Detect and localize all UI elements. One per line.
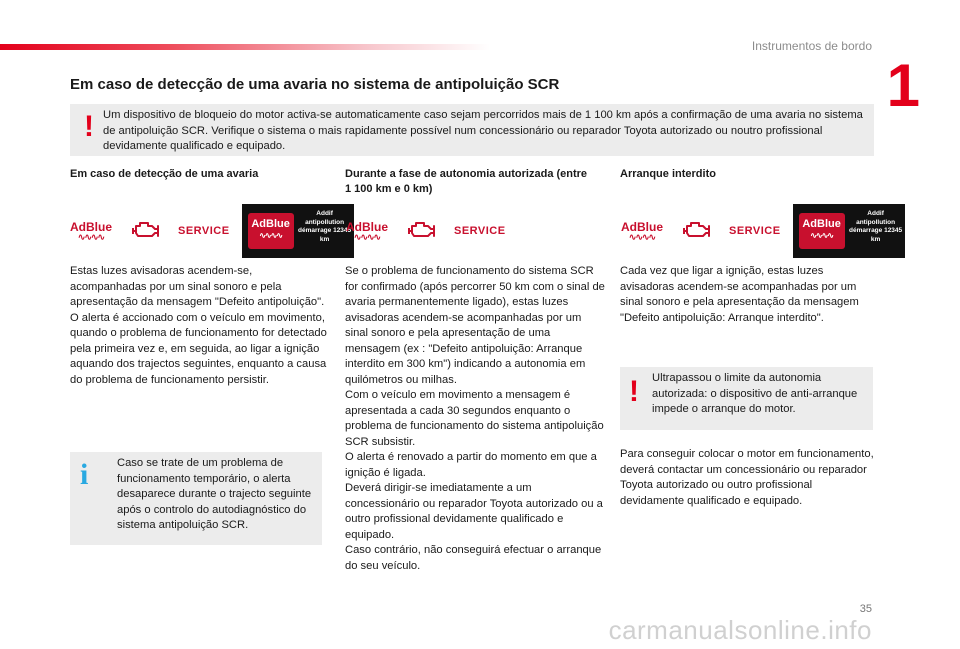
engine-warning-icon: [130, 220, 162, 242]
header-accent-bar: [0, 44, 490, 50]
section-label: Instrumentos de bordo: [751, 39, 872, 53]
display-message: Addif antipollution démarrage 12345 km: [849, 210, 903, 243]
chapter-number: 1: [886, 52, 920, 119]
col3-indicators: [621, 204, 905, 258]
col1-heading: Em caso de detecção de uma avaria: [70, 168, 259, 180]
col2-text: Se o problema de funcionamento do sistema SCR for confirmado (após percorrer 50 km com o sinal de avaria permanentemente ligado), estas luzes avisadoras acendem-se acompanhadas por um sinal sonoro e pela apresentação de uma mensagem (ex : "Defeito antipoluição: Arranque interdito em 300 km") indicando a autonomia em quilómetros ou milhas. Com o veículo em movimento a mensagem é apresentada a cada 30 segundos enquanto o problema de funcionamento do sistema antipoluição SCR subsistir. O alerta é renovado a partir do momento em que a ignição é ligada. Deverá dirigir-se imediatamente a um concessionário ou reparador Toyota autorizado ou a outro profissional devidamente qualificado e equipado. Caso contrário, não conseguirá efectuar o arranque do seu veículo.: [345, 265, 605, 572]
service-indicator: SERVICE: [729, 225, 781, 237]
warning-box: [70, 104, 874, 156]
exclamation-icon: !: [629, 375, 639, 408]
info-icon: i: [80, 458, 89, 491]
exclamation-icon: !: [84, 110, 94, 143]
page-number: 35: [859, 603, 872, 615]
instrument-display: [793, 204, 905, 258]
adblue-display-icon: AdBlue ∿∿∿∿: [248, 213, 294, 249]
display-message: Addif antipollution démarrage 12345 km: [298, 210, 352, 243]
info-text: Caso se trate de um problema de funcionamento temporário, o alerta desaparece durante o trajecto seguinte após o controlo do autodiagnóstico do sistema antipoluição SCR.: [117, 457, 312, 531]
service-indicator: SERVICE: [178, 225, 230, 237]
col3-text: Cada vez que ligar a ignição, estas luzes avisadoras acendem-se acompanhadas por um sinal sonoro e pela apresentação da mensagem "Defeito antipoluição: Arranque interdito".: [620, 265, 859, 324]
col1-text: Estas luzes avisadoras acendem-se, acompanhadas por um sinal sonoro e pela apresentação da mensagem "Defeito antipoluição". O alerta é accionado com o veículo em movimento, quando o problema de funcionamento for detectado pela primeira vez e, em seguida, ao ligar a ignição aquando dos trajectos seguintes, enquanto a causa do problema de funcionamento persistir.: [70, 265, 327, 386]
warning-box-2: [620, 367, 873, 430]
engine-warning-icon: [406, 220, 438, 242]
col2-heading: Durante a fase de autonomia autorizada (entre 1 100 km e 0 km): [345, 168, 588, 195]
warning-text: Um dispositivo de bloqueio do motor activa-se automaticamente caso sejam percorridos mais de 1 100 km após a confirmação de uma avaria no sistema de antipoluição SCR. Verifique o sistema o mais rapidamente possível num concessionário ou reparador Toyota autorizado ou noutro profissional devidamente qualificado e equipado.: [103, 109, 863, 152]
warning-text-2: Ultrapassou o limite da autonomia autorizada: o dispositivo de anti-arranque impede o arranque do motor.: [652, 372, 858, 415]
adblue-display-icon: AdBlue ∿∿∿∿: [799, 213, 845, 249]
adblue-indicator-icon: AdBlue ∿∿∿∿: [621, 220, 663, 242]
instrument-display: [242, 204, 354, 258]
adblue-indicator-icon: AdBlue ∿∿∿∿: [70, 220, 112, 242]
col3-text-2: Para conseguir colocar o motor em funcionamento, deverá contactar um concessionário ou reparador Toyota autorizado ou outro profissional devidamente qualificado e equipado.: [620, 448, 874, 507]
info-box: [70, 452, 322, 545]
adblue-indicator-icon: AdBlue ∿∿∿∿: [346, 220, 388, 242]
service-indicator: SERVICE: [454, 225, 506, 237]
col3-heading: Arranque interdito: [620, 168, 716, 180]
col2-indicators: [346, 204, 506, 258]
page-title: Em caso de detecção de uma avaria no sistema de antipoluição SCR: [70, 76, 560, 93]
col1-indicators: [70, 204, 354, 258]
engine-warning-icon: [681, 220, 713, 242]
watermark: carmanualsonline.info: [608, 615, 872, 645]
